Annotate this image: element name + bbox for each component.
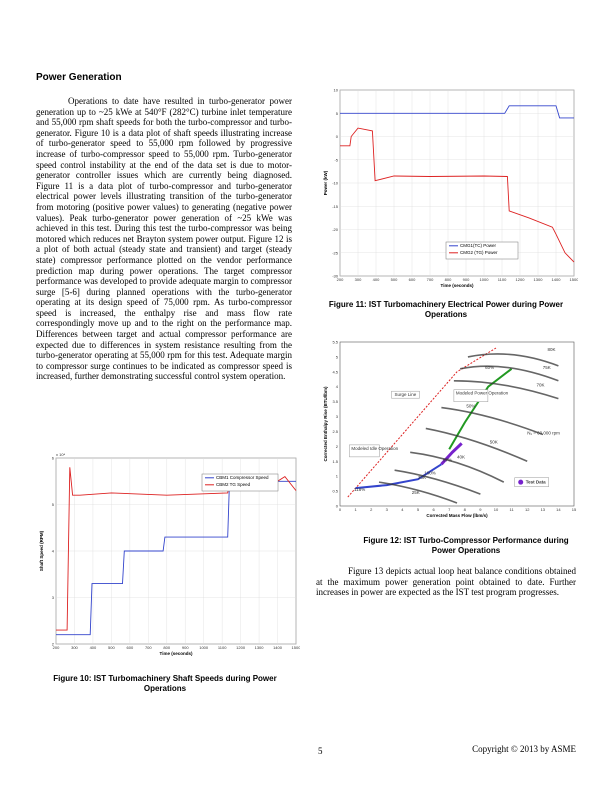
x-tick-label: 10 bbox=[493, 507, 499, 512]
x-tick-label: 1500 bbox=[569, 277, 578, 282]
y-tick-label: 3.5 bbox=[332, 399, 338, 405]
y-tick-label: -5 bbox=[334, 157, 338, 163]
speed-label: 70K bbox=[536, 382, 545, 388]
y-tick-label: -20 bbox=[332, 227, 338, 232]
speed-label: 50K bbox=[489, 439, 498, 445]
figure-10-chart bbox=[36, 452, 300, 664]
x-tick-label: 1200 bbox=[515, 277, 525, 282]
x-tick-label: 900 bbox=[181, 645, 189, 650]
y-tick-label: 3 bbox=[51, 595, 54, 600]
x-tick-label: 15 bbox=[571, 507, 577, 512]
x-tick-label: 1400 bbox=[551, 277, 561, 282]
x-tick-label: 300 bbox=[71, 645, 78, 650]
y-axis-label: Corrected Enthalpy Rise (BTU/lbm) bbox=[323, 386, 328, 462]
point-label: 100% bbox=[424, 470, 436, 476]
y-tick-label: -10 bbox=[332, 180, 338, 186]
idle-op-label: Modeled Idle Operation bbox=[351, 445, 399, 451]
figure-12-caption: Figure 12: IST Turbo-Compressor Performance during Power Operations bbox=[363, 536, 569, 555]
power-op-label: Modeled Power Operation bbox=[455, 390, 509, 396]
y-tick-label: 1.5 bbox=[332, 458, 338, 464]
y-tick-label: 1 bbox=[335, 473, 338, 479]
x-tick-label: 9 bbox=[479, 507, 482, 512]
y-tick-label: 4 bbox=[335, 384, 338, 390]
x-axis-label: Corrected Mass Flow (lbm/s) bbox=[426, 513, 488, 518]
x-tick-label: 600 bbox=[408, 277, 416, 282]
x-tick-label: 11 bbox=[509, 507, 514, 512]
x-tick-label: 800 bbox=[163, 645, 171, 650]
test-data-label: Test Data bbox=[525, 479, 546, 485]
x-tick-label: 500 bbox=[390, 277, 398, 282]
y-tick-label: 0 bbox=[335, 503, 338, 509]
x-tick-label: 14 bbox=[556, 507, 561, 512]
speed-label: 25K bbox=[411, 490, 420, 496]
legend-entry: CBM1 Compressor Speed bbox=[216, 475, 269, 480]
y-tick-label: 5 bbox=[335, 354, 338, 360]
y-tick-label: 5 bbox=[335, 110, 338, 116]
y-multiplier: x 10⁴ bbox=[56, 452, 66, 457]
body-text bbox=[36, 96, 292, 382]
x-tick-label: 1300 bbox=[254, 645, 264, 650]
figure-12-chart bbox=[316, 338, 578, 518]
y-tick-label: 2 bbox=[51, 641, 54, 647]
point-label: 118% bbox=[354, 487, 366, 493]
point-label: 50% bbox=[466, 403, 476, 409]
x-tick-label: 6 bbox=[432, 507, 435, 512]
y-axis-label: Power (kW) bbox=[323, 170, 328, 196]
y-tick-label: 3 bbox=[335, 414, 338, 420]
speed-label: 75K bbox=[542, 364, 551, 370]
x-tick-label: 0 bbox=[338, 507, 342, 512]
page-number: 5 bbox=[318, 746, 323, 756]
y-tick-label: 0 bbox=[335, 134, 338, 139]
figure-11-chart bbox=[316, 86, 578, 296]
y-tick-label: -15 bbox=[332, 203, 338, 209]
x-tick-label: 200 bbox=[52, 645, 60, 650]
x-tick-label: 700 bbox=[144, 645, 152, 650]
x-tick-label: 500 bbox=[108, 645, 115, 650]
y-tick-label: 6 bbox=[51, 455, 54, 461]
figure-10-caption: Figure 10: IST Turbomachinery Shaft Speeds during Power Operations bbox=[53, 674, 277, 693]
x-tick-label: 200 bbox=[336, 277, 344, 282]
y-tick-label: -25 bbox=[332, 250, 338, 256]
x-tick-label: 1000 bbox=[479, 277, 489, 282]
x-tick-label: 400 bbox=[372, 277, 380, 282]
x-tick-label: 1400 bbox=[273, 645, 282, 650]
legend-entry: CBM2 TG Speed bbox=[216, 482, 251, 487]
section-heading: Power Generation bbox=[36, 72, 122, 83]
x-tick-label: 300 bbox=[354, 277, 362, 282]
legend-entry: CMG2 (TG) Power bbox=[460, 250, 498, 255]
speed-label: 30K bbox=[418, 475, 427, 481]
x-tick-label: 600 bbox=[126, 645, 134, 650]
y-tick-label: 2 bbox=[335, 443, 338, 449]
x-axis-label: Time (seconds) bbox=[440, 283, 474, 288]
x-tick-label: 2 bbox=[370, 507, 373, 512]
y-tick-label: -30 bbox=[332, 273, 338, 279]
legend-entry: CMG1(TC) Power bbox=[460, 243, 497, 248]
x-tick-label: 5 bbox=[416, 507, 420, 512]
x-tick-label: 1100 bbox=[497, 277, 507, 282]
x-tick-label: 400 bbox=[89, 645, 97, 650]
x-tick-label: 1200 bbox=[236, 645, 246, 650]
y-tick-label: 0.5 bbox=[332, 488, 338, 494]
surge-label: Surge Line bbox=[394, 392, 417, 398]
x-tick-label: 900 bbox=[462, 277, 470, 282]
y-tick-label: 5 bbox=[51, 502, 54, 507]
point-label: 97% bbox=[442, 457, 452, 463]
speed-label: 40K bbox=[457, 454, 466, 460]
x-tick-label: 1000 bbox=[199, 645, 209, 650]
figure-11-caption: Figure 11: IST Turbomachinery Electrical Power during Power Operations bbox=[328, 300, 564, 319]
y-tick-label: 10 bbox=[333, 87, 338, 93]
x-axis-label: Time (seconds) bbox=[159, 651, 193, 656]
x-tick-label: 1 bbox=[354, 507, 357, 512]
x-tick-label: 3 bbox=[385, 507, 388, 512]
y-tick-label: 5.5 bbox=[332, 339, 338, 345]
right-paragraph: Figure 13 depicts actual loop heat balance conditions obtained at the maximum power generation point obtained to date. Further increases in power are expected as the IST test program progresses. bbox=[316, 566, 576, 598]
x-tick-label: 8 bbox=[463, 507, 466, 512]
right-text bbox=[316, 566, 576, 598]
x-tick-label: 800 bbox=[444, 277, 452, 282]
x-tick-label: 1100 bbox=[217, 645, 227, 650]
y-tick-label: 4.5 bbox=[332, 369, 338, 375]
speed-note: N₁ = 60,000 rpm bbox=[527, 430, 560, 436]
x-tick-label: 7 bbox=[448, 507, 451, 512]
test-data-marker bbox=[518, 480, 523, 485]
x-tick-label: 4 bbox=[401, 507, 404, 512]
x-tick-label: 1300 bbox=[533, 277, 543, 282]
y-tick-label: 4 bbox=[51, 548, 54, 554]
y-tick-label: 2.5 bbox=[332, 428, 338, 434]
x-tick-label: 1500 bbox=[291, 645, 300, 650]
speed-label: 80K bbox=[547, 346, 556, 352]
copyright: Copyright © 2013 by ASME bbox=[472, 744, 576, 754]
body-paragraph: Operations to date have resulted in turbo-generator power generation up to ~25 kWe at 540°F (282°C) turbine inlet temperature and 55,000 rpm shaft speeds for both the turbo-compressor and turbo-generator. Figure 10 is a data plot of shaft speeds illustrating increase of turbo-generator speed to 55,000 rpm followed by progressive increase of turbo-compressor speed to 55,000 rpm. Turbo-generator speed control instability at the end of the data set is due to motor-generator controller issues which are currently being diagnosed. Figure 11 is a data plot of turbo-compressor and turbo-generator electrical power levels illustrating transition of the turbo-generator from motoring (positive power values) to generating (negative power values). Peak turbo-generator power generation of ~25 kWe was achieved in this test. During this test the turbo-compressor was being motored which reduces net Brayton system power output. Figure 12 is a plot of both actual (steady state and transient) and target (steady state) compressor performance plotted on the vendor performance prediction map during power operations. The target compressor performance was developed to provide adequate margin to compressor surge [5-6] during planned operations with the turbo-generator operating at its design speed of 75,000 rpm. As turbo-compressor speed is increased, the enthalpy rise and mass flow rate correspondingly move up and to the right on the performance map. Differences between target and actual compressor performance are expected due to differences in system resistance resulting from the turbo-generator operating at 55,000 rpm for this test. Adequate margin to compressor surge continues to be indicated as compressor speed is increased, further demonstrating successful control system operation. bbox=[36, 96, 292, 382]
x-tick-label: 13 bbox=[540, 507, 546, 512]
x-tick-label: 12 bbox=[524, 507, 530, 512]
point-label: 60% bbox=[485, 364, 495, 370]
y-axis-label: Shaft Speed (RPM) bbox=[39, 530, 44, 572]
x-tick-label: 700 bbox=[426, 277, 434, 282]
